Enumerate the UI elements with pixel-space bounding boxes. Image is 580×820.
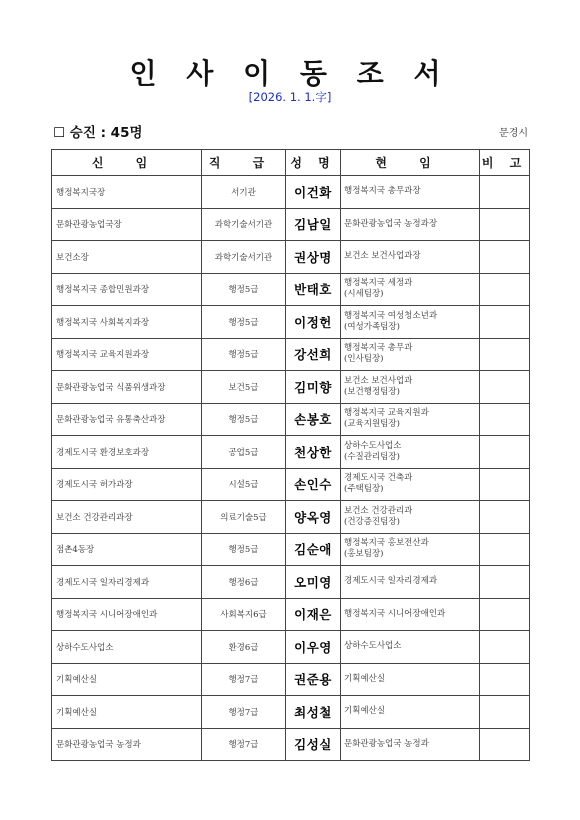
table-body <box>52 176 530 761</box>
name-cell: 최성철 <box>286 696 341 729</box>
current-post-cell <box>341 176 480 209</box>
current-post-cell <box>341 696 480 729</box>
table-row <box>52 208 530 241</box>
current-post-line: (보건행정팀장) <box>344 386 400 397</box>
new-post-cell: 문화관광농업국 유통축산과장 <box>52 403 202 436</box>
note-cell <box>480 728 530 761</box>
current-post-cell <box>341 631 480 664</box>
new-post-cell: 행정복지국 종합민원과장 <box>52 273 202 306</box>
current-post-line: 보건소 건강관리과 <box>344 505 413 516</box>
current-post-line: (주택팀장) <box>344 484 384 495</box>
current-post-line: 경제도시국 일자리경제과 <box>344 576 438 587</box>
current-post-cell <box>341 338 480 371</box>
name-cell: 손인수 <box>286 468 341 501</box>
grade-cell: 공업5급 <box>202 436 286 469</box>
table-row <box>52 663 530 696</box>
current-post-line: 상하수도사업소 <box>344 641 402 652</box>
grade-cell: 서기관 <box>202 176 286 209</box>
current-post-cell <box>341 403 480 436</box>
name-cell: 천상한 <box>286 436 341 469</box>
grade-cell: 환경6급 <box>202 631 286 664</box>
name-cell: 김남일 <box>286 208 341 241</box>
grade-cell: 과학기술서기관 <box>202 241 286 274</box>
table-row <box>52 728 530 761</box>
grade-cell: 행정5급 <box>202 403 286 436</box>
organization-name: 문경시 <box>499 128 528 139</box>
table-row <box>52 598 530 631</box>
note-cell <box>480 338 530 371</box>
section-heading: ☐ 승진 : 45명 <box>53 125 143 141</box>
grade-cell: 행정7급 <box>202 696 286 729</box>
current-post-line: 행정복지국 세정과 <box>344 278 413 289</box>
current-post-cell <box>341 371 480 404</box>
current-post-line: (인사팀장) <box>344 354 384 365</box>
grade-cell: 행정5급 <box>202 338 286 371</box>
grade-cell: 행정6급 <box>202 566 286 599</box>
current-post-cell <box>341 566 480 599</box>
new-post-cell: 보건소 건강관리과장 <box>52 501 202 534</box>
grade-cell: 보건5급 <box>202 371 286 404</box>
current-post-line: (건강증진팀장) <box>344 516 400 527</box>
note-cell <box>480 208 530 241</box>
grade-cell: 행정5급 <box>202 273 286 306</box>
current-post-cell <box>341 306 480 339</box>
grade-cell: 행정7급 <box>202 663 286 696</box>
name-cell: 반태호 <box>286 273 341 306</box>
new-post-cell: 점촌4동장 <box>52 533 202 566</box>
grade-cell: 시설5급 <box>202 468 286 501</box>
document-date: [2026. 1. 1.字] <box>248 90 332 104</box>
table-row <box>52 403 530 436</box>
current-post-cell <box>341 208 480 241</box>
table-row <box>52 176 530 209</box>
table-row <box>52 501 530 534</box>
current-post-line: 문화관광농업국 농정과 <box>344 738 429 749</box>
note-cell <box>480 241 530 274</box>
current-post-line: (여성가족팀장) <box>344 321 400 332</box>
new-post-cell: 보건소장 <box>52 241 202 274</box>
table-header-row <box>52 150 530 176</box>
new-post-cell: 행정복지국 사회복지과장 <box>52 306 202 339</box>
note-cell <box>480 371 530 404</box>
new-post-cell: 상하수도사업소 <box>52 631 202 664</box>
note-cell <box>480 436 530 469</box>
header-name: 성 명 <box>286 150 341 176</box>
current-post-cell <box>341 501 480 534</box>
current-post-line: 보건소 보건사업과 <box>344 375 413 386</box>
header-new-post: 신 임 <box>52 150 202 176</box>
current-post-line: (수질관리팀장) <box>344 451 400 462</box>
current-post-line: 행정복지국 여성청소년과 <box>344 310 438 321</box>
current-post-cell <box>341 533 480 566</box>
table-row <box>52 306 530 339</box>
name-cell: 오미영 <box>286 566 341 599</box>
current-post-line: (시세팀장) <box>344 289 384 300</box>
new-post-cell: 기획예산실 <box>52 663 202 696</box>
name-cell: 권상명 <box>286 241 341 274</box>
table-row <box>52 338 530 371</box>
table-row <box>52 566 530 599</box>
new-post-cell: 행정복지국장 <box>52 176 202 209</box>
new-post-cell: 기획예산실 <box>52 696 202 729</box>
table-row <box>52 436 530 469</box>
name-cell: 양옥영 <box>286 501 341 534</box>
current-post-line: 문화관광농업국 농정과장 <box>344 218 438 229</box>
table-row <box>52 631 530 664</box>
header-current-post: 현 임 <box>341 150 480 176</box>
current-post-cell <box>341 436 480 469</box>
grade-cell: 의료기술5급 <box>202 501 286 534</box>
name-cell: 권준용 <box>286 663 341 696</box>
current-post-line: (교육지원팀장) <box>344 419 400 430</box>
table-row <box>52 371 530 404</box>
note-cell <box>480 696 530 729</box>
grade-cell: 행정7급 <box>202 728 286 761</box>
personnel-table <box>51 149 530 761</box>
table-row <box>52 696 530 729</box>
current-post-line: 상하수도사업소 <box>344 440 402 451</box>
name-cell: 강선희 <box>286 338 341 371</box>
name-cell: 손봉호 <box>286 403 341 436</box>
current-post-line: 기획예산실 <box>344 706 386 717</box>
note-cell <box>480 273 530 306</box>
note-cell <box>480 501 530 534</box>
new-post-cell: 행정복지국 교육지원과장 <box>52 338 202 371</box>
name-cell: 이건화 <box>286 176 341 209</box>
new-post-cell: 행정복지국 시니어장애인과 <box>52 598 202 631</box>
current-post-line: 보건소 보건사업과장 <box>344 251 421 262</box>
new-post-cell: 문화관광농업국장 <box>52 208 202 241</box>
table-row <box>52 273 530 306</box>
note-cell <box>480 663 530 696</box>
current-post-cell <box>341 273 480 306</box>
name-cell: 김성실 <box>286 728 341 761</box>
note-cell <box>480 403 530 436</box>
grade-cell: 과학기술서기관 <box>202 208 286 241</box>
current-post-cell <box>341 241 480 274</box>
new-post-cell: 경제도시국 환경보호과장 <box>52 436 202 469</box>
name-cell: 김순애 <box>286 533 341 566</box>
name-cell: 이우영 <box>286 631 341 664</box>
note-cell <box>480 176 530 209</box>
table-row <box>52 468 530 501</box>
table-row <box>52 533 530 566</box>
note-cell <box>480 566 530 599</box>
current-post-line: 행정복지국 총무과장 <box>344 186 421 197</box>
header-note: 비 고 <box>480 150 530 176</box>
table-row <box>52 241 530 274</box>
note-cell <box>480 631 530 664</box>
name-cell: 김미향 <box>286 371 341 404</box>
current-post-cell <box>341 598 480 631</box>
header-grade: 직 급 <box>202 150 286 176</box>
current-post-line: (홍보팀장) <box>344 549 384 560</box>
document-title: 인 사 이 동 조 서 <box>129 57 451 90</box>
name-cell: 이정헌 <box>286 306 341 339</box>
current-post-cell <box>341 468 480 501</box>
new-post-cell: 문화관광농업국 농정과 <box>52 728 202 761</box>
current-post-line: 행정복지국 홍보전산과 <box>344 538 429 549</box>
new-post-cell: 경제도시국 허가과장 <box>52 468 202 501</box>
new-post-cell: 문화관광농업국 식품위생과장 <box>52 371 202 404</box>
current-post-line: 행정복지국 교육지원과 <box>344 408 429 419</box>
note-cell <box>480 533 530 566</box>
current-post-line: 행정복지국 총무과 <box>344 343 413 354</box>
grade-cell: 행정5급 <box>202 533 286 566</box>
note-cell <box>480 306 530 339</box>
note-cell <box>480 598 530 631</box>
current-post-cell <box>341 728 480 761</box>
name-cell: 이재은 <box>286 598 341 631</box>
current-post-line: 행정복지국 시니어장애인과 <box>344 608 446 619</box>
current-post-line: 경제도시국 건축과 <box>344 473 413 484</box>
current-post-line: 기획예산실 <box>344 673 386 684</box>
new-post-cell: 경제도시국 일자리경제과 <box>52 566 202 599</box>
note-cell <box>480 468 530 501</box>
grade-cell: 사회복지6급 <box>202 598 286 631</box>
grade-cell: 행정5급 <box>202 306 286 339</box>
current-post-cell <box>341 663 480 696</box>
